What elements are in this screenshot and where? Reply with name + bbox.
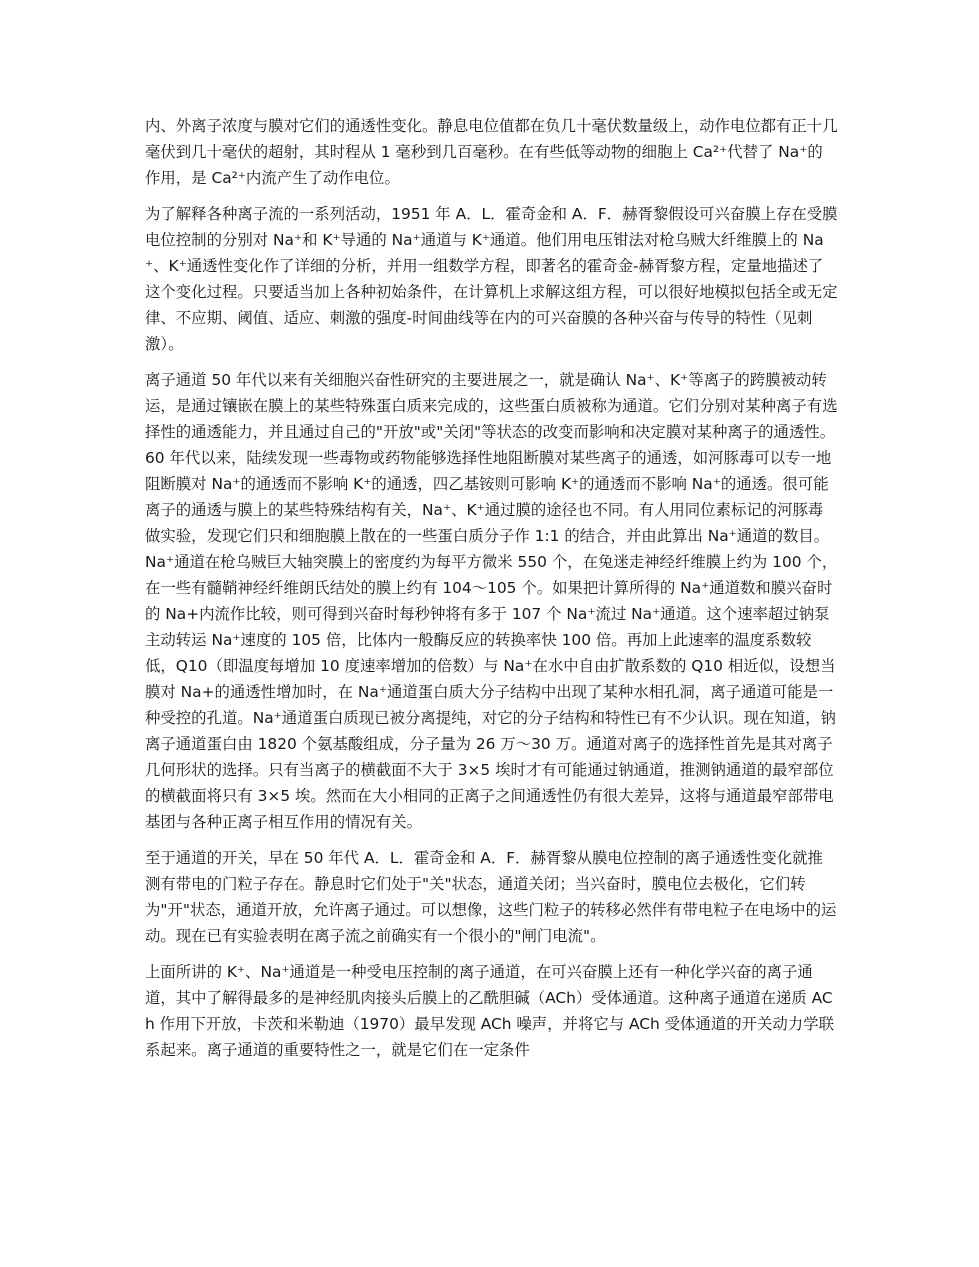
paragraph-5: 上面所讲的 K⁺、Na⁺通道是一种受电压控制的离子通道，在可兴奋膜上还有一种化学兴奋的离子通道，其中了解得最多的是神经肌肉接头后膜上的乙酰胆碱（ACh）受体通道。这种离子通道在递质 ACh 作用下开放，卡茨和米勒迪（1970）最早发现 ACh 噪声，并将它与 ACh 受体通道的开关动力学联系起来。离子通道的重要特性之一，就是它们在一定条件 — [145, 963, 834, 1059]
paragraph-2: 为了解释各种离子流的一系列活动，1951 年 A．L．霍奇金和 A．F．赫胥黎假设可兴奋膜上存在受膜电位控制的分别对 Na⁺和 K⁺导通的 Na⁺通道与 K⁺通道。他们用电压钳法对枪乌贼大纤维膜上的 Na⁺、K⁺通透性变化作了详细的分析，并用一组数学方程，即著名的霍奇金-赫胥黎方程，定量地描述了这个变化过程。只要适当加上各种初始条件，在计算机上求解这组方程，可以很好地模拟包括全或无定律、不应期、阈值、适应、刺激的强度-时间曲线等在内的可兴奋膜的各种兴奋与传导的特性（见刺激）。 — [145, 205, 838, 353]
document-body — [145, 113, 838, 1073]
paragraph-4: 至于通道的开关，早在 50 年代 A．L．霍奇金和 A．F．赫胥黎从膜电位控制的离子通透性变化就推测有带电的门粒子存在。静息时它们处于"关"状态，通道关闭；当兴奋时，膜电位去极化，它们转为"开"状态，通道开放，允许离子通过。可以想像，这些门粒子的转移必然伴有带电粒子在电场中的运动。现在已有实验表明在离子流之前确实有一个很小的"闸门电流"。 — [145, 849, 837, 945]
paragraph-1: 内、外离子浓度与膜对它们的通透性变化。静息电位值都在负几十毫伏数量级上，动作电位都有正十几毫伏到几十毫伏的超射，其时程从 1 毫秒到几百毫秒。在有些低等动物的细胞上 Ca²⁺代替了 Na⁺的作用，是 Ca²⁺内流产生了动作电位。 — [145, 117, 838, 187]
paragraph-3: 离子通道 50 年代以来有关细胞兴奋性研究的主要进展之一，就是确认 Na⁺、K⁺等离子的跨膜被动转运，是通过镶嵌在膜上的某些特殊蛋白质来完成的，这些蛋白质被称为通道。它们分别对某种离子有选择性的通透能力，并且通过自己的"开放"或"关闭"等状态的改变而影响和决定膜对某种离子的通透性。60 年代以来，陆续发现一些毒物或药物能够选择性地阻断膜对某些离子的通透，如河豚毒可以专一地阻断膜对 Na⁺的通透而不影响 K⁺的通透，四乙基铵则可影响 K⁺的通透而不影响 Na⁺的通透。很可能离子的通透与膜上的某些特殊结构有关，Na⁺、K⁺通过膜的途径也不同。有人用同位素标记的河豚毒做实验，发现它们只和细胞膜上散在的一些蛋白质分子作 1:1 的结合，并由此算出 Na⁺通道的数目。Na⁺通道在枪乌贼巨大轴突膜上的密度约为每平方微米 550 个，在兔迷走神经纤维膜上约为 100 个，在一些有髓鞘神经纤维朗氏结处的膜上约有 104～105 个。如果把计算所得的 Na⁺通道数和膜兴奋时的 Na+内流作比较，则可得到兴奋时每秒钟将有多于 107 个 Na⁺流过 Na⁺通道。这个速率超过钠泵主动转运 Na⁺速度的 105 倍，比体内一般酶反应的转换率快 100 倍。再加上此速率的温度系数较低，Q10（即温度每增加 10 度速率增加的倍数）与 Na⁺在水中自由扩散系数的 Q10 相近似，设想当膜对 Na+的通透性增加时，在 Na⁺通道蛋白质大分子结构中出现了某种水相孔洞，离子通道可能是一种受控的孔道。Na⁺通道蛋白质现已被分离提纯，对它的分子结构和特性已有不少认识。现在知道，钠离子通道蛋白由 1820 个氨基酸组成，分子量为 26 万～30 万。通道对离子的选择性首先是其对离子几何形状的选择。只有当离子的横截面不大于 3×5 埃时才有可能通过钠通道，推测钠通道的最窄部位的横截面将只有 3×5 埃。然而在大小相同的正离子之间通透性仍有很大差异，这将与通道最窄部带电基团与各种正离子相互作用的情况有关。 — [145, 371, 838, 831]
